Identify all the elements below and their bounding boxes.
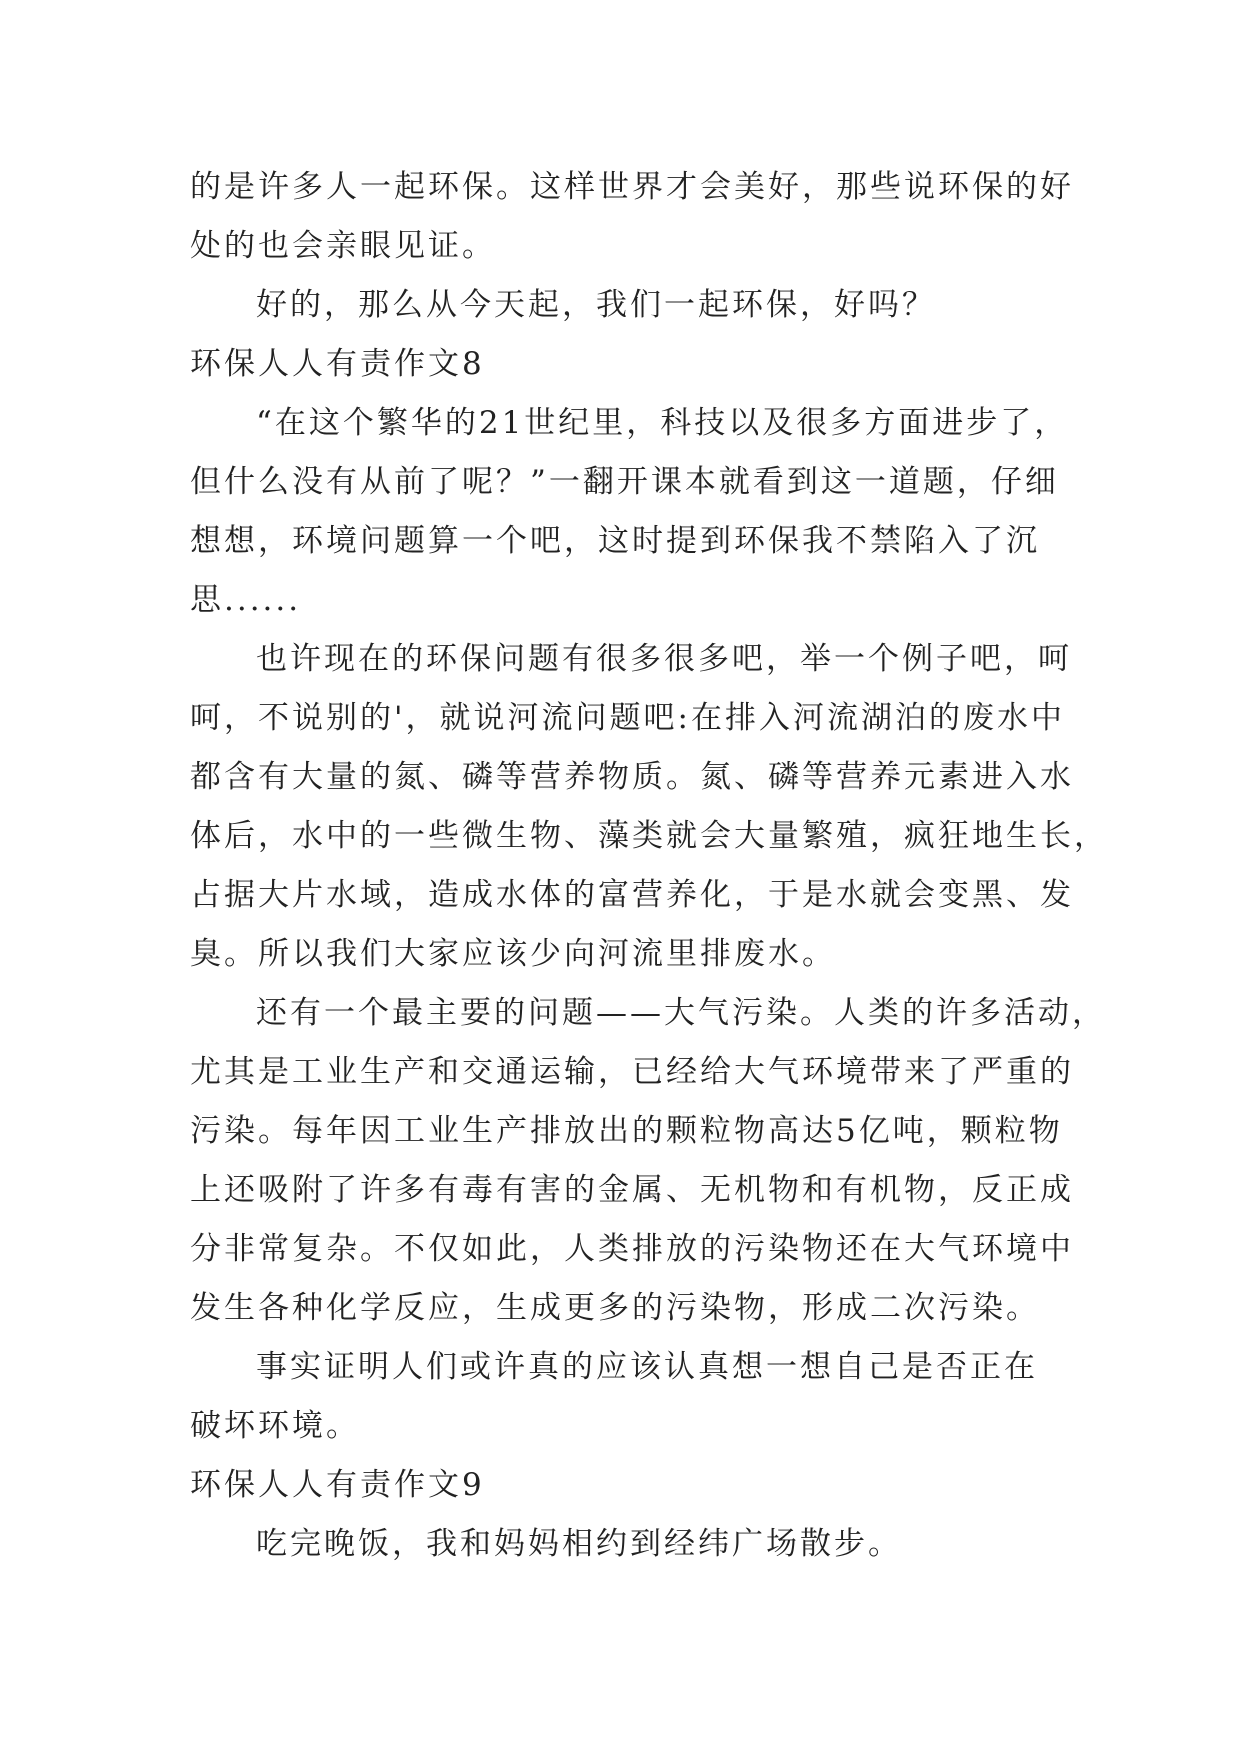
text-line: 体后，水中的一些微生物、藻类就会大量繁殖，疯狂地生长， xyxy=(190,818,1108,854)
section-heading: 环保人人有责作文9 xyxy=(190,1467,485,1503)
text-line: 处的也会亲眼见证。 xyxy=(190,228,496,264)
text-line: 思...... xyxy=(190,582,302,618)
text-line: 呵，不说别的'，就说河流问题吧:在排入河流湖泊的废水中 xyxy=(190,700,1065,736)
text-line: 尤其是工业生产和交通运输，已经给大气环境带来了严重的 xyxy=(190,1054,1074,1090)
text-line: 污染。每年因工业生产排放出的颗粒物高达5亿吨，颗粒物 xyxy=(190,1113,1063,1149)
text-line: 占据大片水域，造成水体的富营养化，于是水就会变黑、发 xyxy=(190,877,1074,913)
text-line: 破坏环境。 xyxy=(190,1408,360,1444)
document-body xyxy=(190,158,1108,1574)
text-line: 好的，那么从今天起，我们一起环保，好吗？ xyxy=(256,287,936,323)
text-line: 也许现在的环保问题有很多很多吧，举一个例子吧，呵 xyxy=(256,641,1072,677)
text-line: 事实证明人们或许真的应该认真想一想自己是否正在 xyxy=(256,1349,1038,1385)
text-line: 分非常复杂。不仅如此，人类排放的污染物还在大气环境中 xyxy=(190,1231,1074,1267)
text-line: 还有一个最主要的问题——大气污染。人类的许多活动， xyxy=(256,995,1106,1031)
text-line: “在这个繁华的21世纪里，科技以及很多方面进步了， xyxy=(256,405,1069,441)
text-line: 臭。所以我们大家应该少向河流里排废水。 xyxy=(190,936,836,972)
text-line: 都含有大量的氮、磷等营养物质。氮、磷等营养元素进入水 xyxy=(190,759,1074,795)
text-line: 吃完晚饭，我和妈妈相约到经纬广场散步。 xyxy=(256,1526,902,1562)
section-heading: 环保人人有责作文8 xyxy=(190,346,485,382)
text-line: 但什么没有从前了呢？”一翻开课本就看到这一道题，仔细 xyxy=(190,464,1059,500)
text-line: 的是许多人一起环保。这样世界才会美好，那些说环保的好 xyxy=(190,169,1074,205)
text-line: 想想，环境问题算一个吧，这时提到环保我不禁陷入了沉 xyxy=(190,523,1040,559)
text-line: 上还吸附了许多有毒有害的金属、无机物和有机物，反正成 xyxy=(190,1172,1074,1208)
text-line: 发生各种化学反应，生成更多的污染物，形成二次污染。 xyxy=(190,1290,1040,1326)
